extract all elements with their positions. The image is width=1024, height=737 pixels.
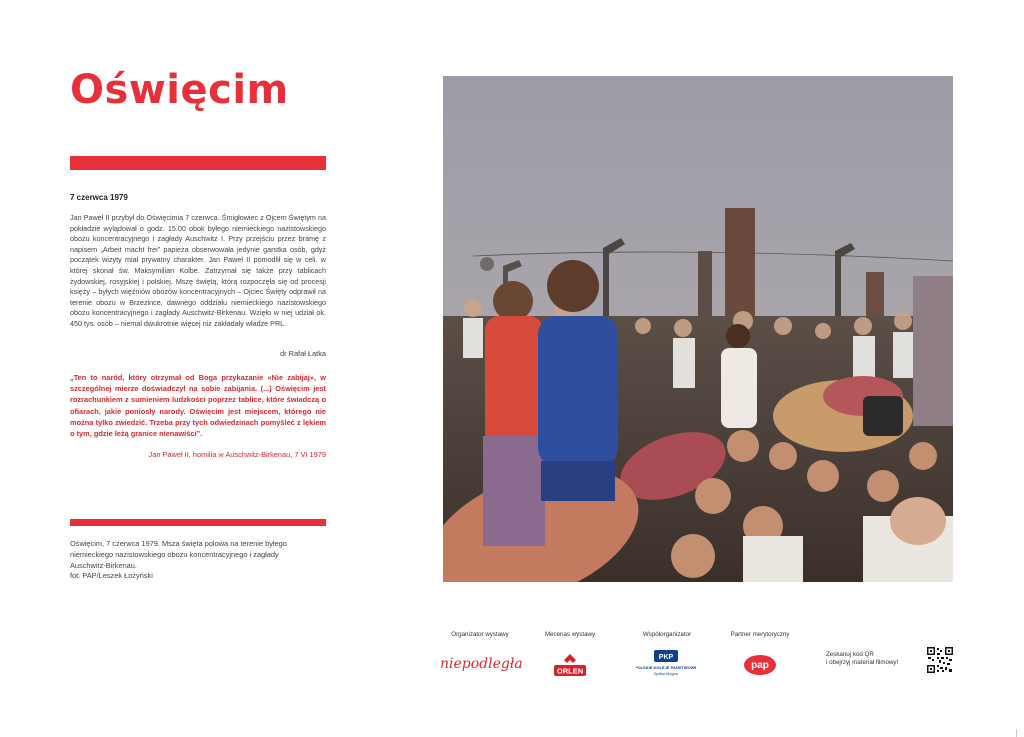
pkp-logo — [636, 650, 696, 683]
quote-source: Jan Paweł II, homilia w Auschwitz-Birkenau, 7 VI 1979 — [148, 450, 326, 459]
qr-code[interactable] — [927, 647, 953, 673]
qr-text — [826, 651, 918, 667]
caption-line: Oświęcim, 7 czerwca 1979. Msza święta polowa na terenie byłego — [70, 539, 287, 548]
author: dr Rafał Łatka — [279, 349, 326, 358]
crowd-photo — [443, 76, 953, 582]
partner-label: Partner merytoryczny — [730, 631, 790, 638]
photo-caption — [70, 539, 330, 582]
niepodlegla-logo: niepodległa — [440, 656, 523, 672]
qr-text-line: Zeskanuj kod QR — [826, 651, 874, 658]
caption-divider — [70, 519, 326, 526]
organizer-label: Organizator wystawy — [451, 631, 509, 638]
date-label: 7 czerwca 1979 — [70, 193, 128, 202]
photo-credit: fot. PAP/Leszek Łożyński — [70, 571, 153, 581]
body-text: Jan Paweł II przybył do Oświęcimia 7 czerwca. Śmigłowiec z Ojcem Świętym na pokładzie wylądował o godz. 15.00 obok byłego niemieckiego nazistowskiego obozu koncentracyjnego i zagłady Auschwitz I. Przy przejściu przez bramę z napisem „Arbeit macht frei” papieża obserwowała jedynie garstka osób, gdyż początek wizyty miał prywatny charakter. Jan Paweł II pomodlił się w celi, w której skonał św. Maksymilian Kolbe. Zatrzymał się także przy tablicach żydowskiej, rosyjskiej i polskiej. Mszę świętą, którą rozpoczęła się od procesji księży – byłych więźniów obozów koncentracyjnych – Ojciec Święty odprawił na terenie obozu w Brzezince, dawnego oddziału niemieckiego nazistowskiego obozu koncentracyjnego i zagłady Auschwitz-Birkenau. Wzięło w niej udział ok. 450 tys. osób – niemal dwukrotnie więcej niż zakładały władze PRL. — [70, 213, 326, 328]
pkp-logo-text: PKP — [658, 654, 674, 661]
page-title: Oświęcim — [70, 67, 289, 113]
pkp-logo-line2: Spółka Akcyjna — [654, 672, 678, 676]
pap-logo-text: pap — [751, 660, 769, 671]
qr-text-line: i obejrzyj materiał filmowy! — [826, 659, 899, 666]
title-divider — [70, 156, 326, 170]
quote: „Ten to naród, który otrzymał od Boga przykazanie «Nie zabijaj», w szczególnej mierze doświadczył na sobie zabijania. (...) Oświęcim jest rozrachunkiem z sumieniem ludzkości poprzez tablice, które świadczą o ofiarach, jakie poniosły narody. Oświęcim jest miejscem, którego nie można tylko zwiedzić. Trzeba przy tych odwiedzinach pomyśleć z lękiem o tym, gdzie leżą granice nienawiści”. — [70, 373, 326, 439]
coorganizer-label: Współorganizator — [642, 631, 692, 638]
pkp-logo-line1: POLSKIE KOLEJE PAŃSTWOWE — [636, 665, 696, 670]
patron-label: Mecenas wystawy — [544, 631, 596, 638]
orlen-logo-text: ORLEN — [556, 666, 584, 676]
caption-line: niemieckiego nazistowskiego obozu koncentracyjnego i zagłady — [70, 549, 279, 559]
orlen-logo — [552, 652, 588, 683]
pap-logo — [742, 653, 778, 682]
corner-mark — [1016, 729, 1024, 737]
caption-line: Auschwitz-Birkenau. — [70, 560, 137, 570]
